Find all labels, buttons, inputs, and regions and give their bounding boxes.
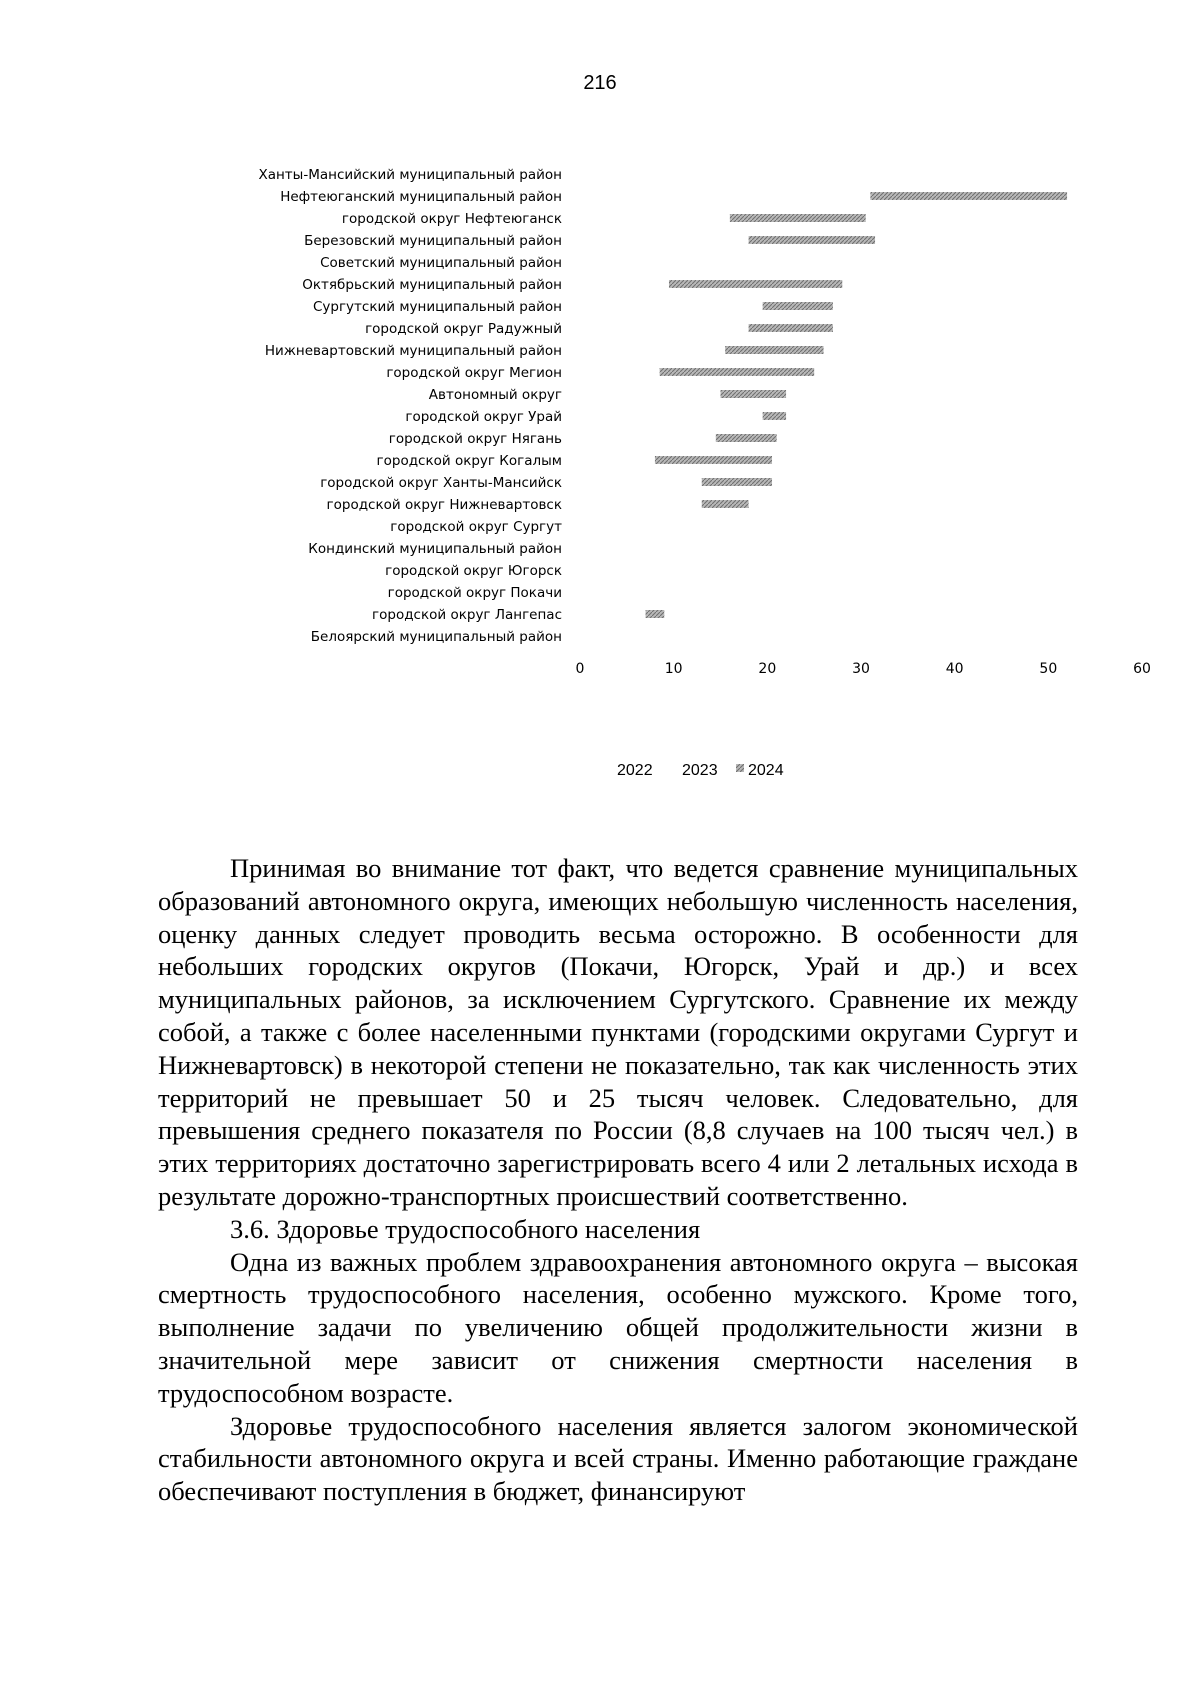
- bar-2022: [580, 456, 655, 464]
- category-label: городской округ Когалым: [376, 453, 562, 469]
- category-labels: [258, 167, 562, 645]
- legend-item-2024: 2024: [748, 762, 784, 779]
- paragraph-1: Принимая во внимание тот факт, что ведется сравнение муниципальных образований автономного округа, имеющих небольшую численность населения, оценку данных следует проводить весьма осторожно. В особенности для небольших городских округов (Покачи, Югорск, Урай и др.) и всех муниципальных районов, за исключением Сургутского. Сравнение их между собой, а также с более населенными пунктами (городскими округами Сургут и Нижневартовск) в некоторой степени не показательно, так как численность этих территорий не превышает 50 и 25 тысяч человек. Следовательно, для превышения среднего показателя по России (8,8 случаев на 100 тысяч чел.) в этих территориях достаточно зарегистрировать всего 4 или 2 летальных исхода в результате дорожно-транспортных происшествий соответственно.: [158, 853, 1078, 1211]
- category-label: Советский муниципальный район: [320, 255, 562, 271]
- legend-item-2022: 2022: [617, 762, 653, 779]
- x-axis-ticks: [576, 661, 1151, 677]
- section-heading: 3.6. Здоровье трудоспособного населения: [230, 1213, 701, 1244]
- category-label: Октябрьский муниципальный район: [302, 277, 562, 293]
- bar-2022: [580, 192, 870, 200]
- category-label: городской округ Нягань: [388, 431, 562, 447]
- category-label: городской округ Радужный: [365, 321, 562, 337]
- x-tick-label: 0: [575, 661, 585, 677]
- bar-2022: [580, 412, 763, 420]
- bar-chart: [0, 0, 1200, 800]
- bar-2022: [580, 500, 702, 508]
- category-label: Автономный округ: [428, 387, 562, 403]
- legend: [617, 762, 784, 779]
- bar-2022: [580, 346, 725, 354]
- body-text: [158, 852, 1078, 1508]
- bar-2022: [580, 236, 749, 244]
- category-label: городской округ Мегион: [386, 365, 562, 381]
- bar-2024: [725, 346, 823, 354]
- legend-item-2023: 2023: [682, 762, 718, 779]
- bar-2024: [702, 478, 772, 486]
- category-label: городской округ Ханты-Мансийск: [320, 475, 562, 491]
- bars: [580, 192, 1067, 618]
- category-label: городской округ Сургут: [390, 519, 562, 535]
- bar-2024: [646, 610, 665, 618]
- category-label: городской округ Покачи: [387, 585, 562, 601]
- category-label: городской округ Нефтеюганск: [341, 211, 562, 227]
- x-tick-label: 60: [1133, 661, 1151, 677]
- bar-2024: [716, 434, 777, 442]
- category-label: городской округ Югорск: [385, 563, 562, 579]
- bar-2022: [580, 368, 660, 376]
- category-label: городской округ Нижневартовск: [326, 497, 562, 513]
- bar-2024: [749, 324, 833, 332]
- bar-2022: [580, 302, 763, 310]
- category-label: Кондинский муниципальный район: [308, 541, 562, 557]
- bar-2022: [580, 390, 721, 398]
- legend-swatch: [736, 764, 744, 772]
- x-tick-label: 40: [945, 661, 964, 677]
- bar-2024: [763, 302, 833, 310]
- bar-2022: [580, 610, 646, 618]
- bar-2022: [580, 214, 730, 222]
- bar-2024: [702, 500, 749, 508]
- paragraph-3: Здоровье трудоспособного населения является залогом экономической стабильности автономного округа и всей страны. Именно работающие граждане обеспечивают поступления в бюджет, финансируют: [158, 1410, 1078, 1507]
- bar-2024: [749, 236, 875, 244]
- bar-2022: [580, 280, 669, 288]
- category-label: Нижневартовский муниципальный район: [264, 343, 562, 359]
- category-label: городской округ Урай: [405, 409, 562, 425]
- bar-2024: [870, 192, 1067, 200]
- bar-2024: [763, 412, 786, 420]
- bar-2024: [721, 390, 787, 398]
- paragraph-2: Одна из важных проблем здравоохранения автономного округа – высокая смертность трудоспособного населения, особенно мужского. Кроме того, выполнение задачи по увеличению общей продолжительности жизни в значительной мере зависит от снижения смертности населения в трудоспособном возрасте.: [158, 1246, 1078, 1408]
- category-label: Белоярский муниципальный район: [310, 629, 562, 645]
- category-label: Сургутский муниципальный район: [312, 299, 562, 315]
- bar-2024: [669, 280, 842, 288]
- bar-2022: [580, 434, 716, 442]
- bar-2024: [655, 456, 772, 464]
- category-label: Березовский муниципальный район: [304, 233, 562, 249]
- x-tick-label: 30: [852, 661, 870, 677]
- page-number: 216: [583, 72, 617, 94]
- bar-2024: [730, 214, 866, 222]
- category-label: городской округ Лангепас: [372, 607, 562, 623]
- category-label: Ханты-Мансийский муниципальный район: [258, 167, 562, 183]
- bar-2022: [580, 324, 749, 332]
- x-tick-label: 20: [758, 661, 777, 677]
- x-tick-label: 10: [664, 661, 683, 677]
- category-label: Нефтеюганский муниципальный район: [280, 189, 562, 205]
- bar-2024: [660, 368, 815, 376]
- bar-2022: [580, 478, 702, 486]
- x-tick-label: 50: [1039, 661, 1058, 677]
